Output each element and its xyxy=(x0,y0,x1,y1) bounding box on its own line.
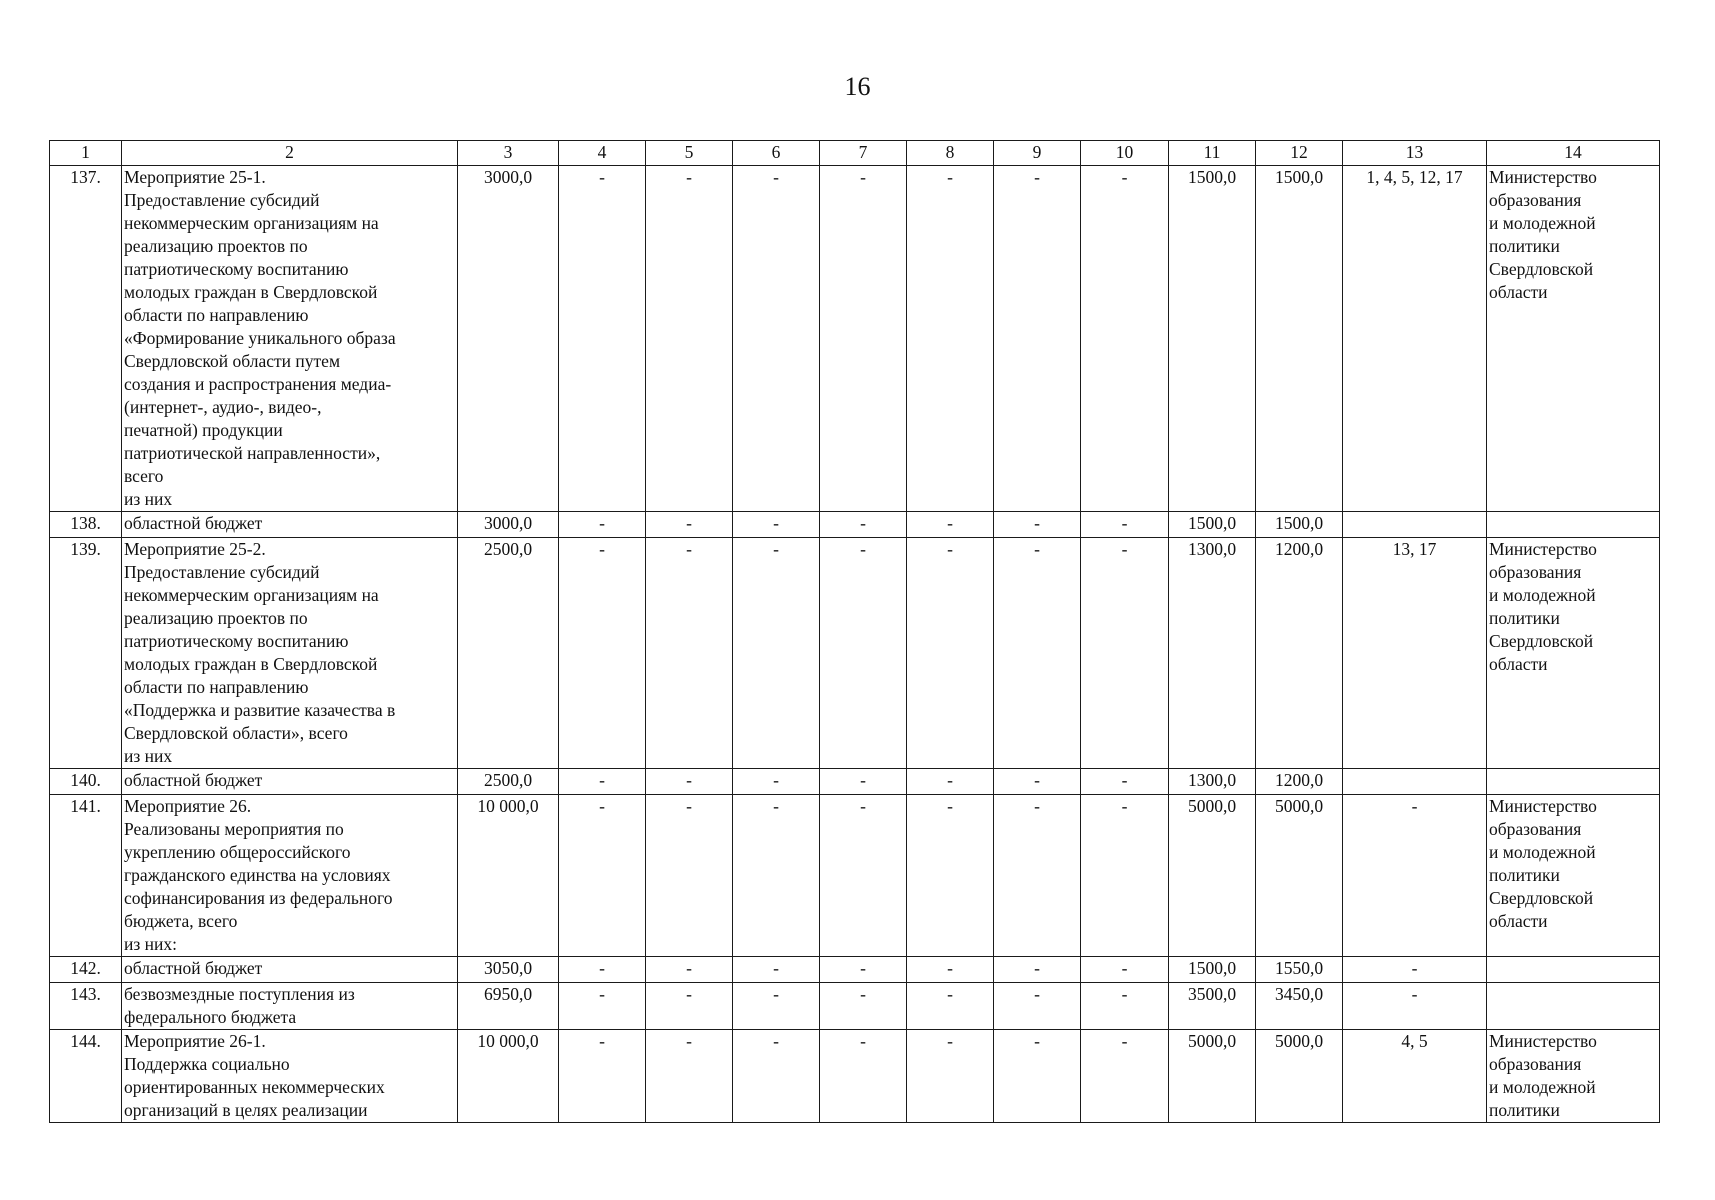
row-responsible-line: Министерство xyxy=(1489,539,1597,559)
row-c7: - xyxy=(820,1030,907,1123)
row-c13 xyxy=(1343,512,1487,538)
row-c8: - xyxy=(907,957,994,983)
row-description-line: ориентированных некоммерческих xyxy=(124,1077,385,1097)
row-responsible-line: Министерство xyxy=(1489,1031,1597,1051)
row-responsible-line: политики xyxy=(1489,865,1560,885)
row-number: 140. xyxy=(50,769,122,795)
row-c11: 3500,0 xyxy=(1169,983,1256,1030)
row-responsible xyxy=(1487,538,1660,769)
row-c4: - xyxy=(559,957,646,983)
row-description xyxy=(122,957,458,983)
row-description-line: «Поддержка и развитие казачества в xyxy=(124,700,396,720)
row-c11: 1500,0 xyxy=(1169,166,1256,512)
header-cell-1: 1 xyxy=(50,141,122,166)
row-description-line: патриотическому воспитанию xyxy=(124,631,349,651)
row-c4: - xyxy=(559,795,646,957)
row-c6: - xyxy=(733,983,820,1030)
table-row xyxy=(50,538,1660,769)
table-row xyxy=(50,769,1660,795)
row-responsible-line: политики xyxy=(1489,236,1560,256)
row-c12: 1200,0 xyxy=(1256,769,1343,795)
row-c4: - xyxy=(559,1030,646,1123)
row-responsible xyxy=(1487,795,1660,957)
row-responsible-line: образования xyxy=(1489,819,1582,839)
row-description-line: молодых граждан в Свердловской xyxy=(124,654,378,674)
row-description-line: некоммерческим организациям на xyxy=(124,585,379,605)
header-cell-3: 3 xyxy=(458,141,559,166)
row-description-line: реализацию проектов по xyxy=(124,236,308,256)
header-cell-9: 9 xyxy=(994,141,1081,166)
row-c8: - xyxy=(907,166,994,512)
row-c4: - xyxy=(559,538,646,769)
row-description-line: молодых граждан в Свердловской xyxy=(124,282,378,302)
header-cell-14: 14 xyxy=(1487,141,1660,166)
row-c10: - xyxy=(1081,983,1169,1030)
row-responsible-line: образования xyxy=(1489,190,1582,210)
row-c7: - xyxy=(820,795,907,957)
row-c12: 1200,0 xyxy=(1256,538,1343,769)
row-c5: - xyxy=(646,983,733,1030)
row-description-line: области по направлению xyxy=(124,677,309,697)
row-responsible-line: образования xyxy=(1489,562,1582,582)
row-c7: - xyxy=(820,957,907,983)
row-description-line: Мероприятие 26-1. xyxy=(124,1031,266,1051)
row-c12: 5000,0 xyxy=(1256,1030,1343,1123)
row-c12: 1550,0 xyxy=(1256,957,1343,983)
header-cell-6: 6 xyxy=(733,141,820,166)
row-c11: 1500,0 xyxy=(1169,512,1256,538)
row-total: 3000,0 xyxy=(458,512,559,538)
row-description-line: из них xyxy=(124,489,173,509)
row-description xyxy=(122,538,458,769)
row-c6: - xyxy=(733,1030,820,1123)
row-description-line: софинансирования из федерального xyxy=(124,888,393,908)
row-c9: - xyxy=(994,512,1081,538)
row-description-line: создания и распространения медиа- xyxy=(124,374,392,394)
row-responsible-line: и молодежной xyxy=(1489,842,1596,862)
header-cell-13: 13 xyxy=(1343,141,1487,166)
row-c8: - xyxy=(907,795,994,957)
row-responsible-line: политики xyxy=(1489,1100,1560,1120)
row-description xyxy=(122,983,458,1030)
row-c13 xyxy=(1343,769,1487,795)
row-c4: - xyxy=(559,769,646,795)
row-description-line: Реализованы мероприятия по xyxy=(124,819,344,839)
row-c9: - xyxy=(994,983,1081,1030)
row-total: 10 000,0 xyxy=(458,795,559,957)
row-responsible xyxy=(1487,512,1660,538)
row-description xyxy=(122,769,458,795)
row-c8: - xyxy=(907,769,994,795)
row-c9: - xyxy=(994,769,1081,795)
row-c5: - xyxy=(646,795,733,957)
row-description-line: Мероприятие 26. xyxy=(124,796,252,816)
table-row xyxy=(50,512,1660,538)
row-number: 138. xyxy=(50,512,122,538)
page-number: 16 xyxy=(844,72,871,101)
row-c9: - xyxy=(994,166,1081,512)
header-cell-4: 4 xyxy=(559,141,646,166)
row-c5: - xyxy=(646,769,733,795)
row-responsible-line: Свердловской xyxy=(1489,631,1594,651)
row-c8: - xyxy=(907,512,994,538)
header-cell-11: 11 xyxy=(1169,141,1256,166)
row-c4: - xyxy=(559,983,646,1030)
row-description-line: Предоставление субсидий xyxy=(124,190,320,210)
row-description-line: из них xyxy=(124,746,173,766)
row-c9: - xyxy=(994,795,1081,957)
row-description-line: Предоставление субсидий xyxy=(124,562,320,582)
row-c6: - xyxy=(733,769,820,795)
row-c7: - xyxy=(820,769,907,795)
row-description-line: реализацию проектов по xyxy=(124,608,308,628)
row-description-line: некоммерческим организациям на xyxy=(124,213,379,233)
row-c5: - xyxy=(646,538,733,769)
row-description-line: области по направлению xyxy=(124,305,309,325)
row-description-line: областной бюджет xyxy=(124,958,263,978)
row-c13: 13, 17 xyxy=(1343,538,1487,769)
row-total: 2500,0 xyxy=(458,769,559,795)
row-description-line: безвозмездные поступления из xyxy=(124,984,355,1004)
header-cell-5: 5 xyxy=(646,141,733,166)
row-description-line: Мероприятие 25-2. xyxy=(124,539,266,559)
row-description-line: организаций в целях реализации xyxy=(124,1100,368,1120)
row-c5: - xyxy=(646,512,733,538)
row-c9: - xyxy=(994,538,1081,769)
row-c6: - xyxy=(733,795,820,957)
row-c6: - xyxy=(733,512,820,538)
row-c4: - xyxy=(559,166,646,512)
row-description xyxy=(122,795,458,957)
row-number: 144. xyxy=(50,1030,122,1123)
row-c8: - xyxy=(907,983,994,1030)
row-total: 6950,0 xyxy=(458,983,559,1030)
row-c5: - xyxy=(646,957,733,983)
row-description-line: патриотической направленности», xyxy=(124,443,381,463)
row-total: 3000,0 xyxy=(458,166,559,512)
row-responsible xyxy=(1487,166,1660,512)
row-total: 2500,0 xyxy=(458,538,559,769)
row-number: 143. xyxy=(50,983,122,1030)
row-responsible-line: и молодежной xyxy=(1489,1077,1596,1097)
table-row xyxy=(50,795,1660,957)
row-responsible-line: Свердловской xyxy=(1489,888,1594,908)
row-c13: 1, 4, 5, 12, 17 xyxy=(1343,166,1487,512)
row-c4: - xyxy=(559,512,646,538)
row-c12: 1500,0 xyxy=(1256,512,1343,538)
row-description-line: патриотическому воспитанию xyxy=(124,259,349,279)
row-responsible-line: области xyxy=(1489,911,1548,931)
header-cell-12: 12 xyxy=(1256,141,1343,166)
table-row xyxy=(50,957,1660,983)
row-c10: - xyxy=(1081,769,1169,795)
row-responsible-line: области xyxy=(1489,282,1548,302)
budget-table xyxy=(49,140,1660,1123)
row-c10: - xyxy=(1081,1030,1169,1123)
row-c13: - xyxy=(1343,795,1487,957)
row-responsible-line: области xyxy=(1489,654,1548,674)
row-responsible xyxy=(1487,1030,1660,1123)
row-c10: - xyxy=(1081,512,1169,538)
row-c10: - xyxy=(1081,795,1169,957)
row-description-line: из них: xyxy=(124,934,177,954)
row-description-line: гражданского единства на условиях xyxy=(124,865,391,885)
row-responsible-line: политики xyxy=(1489,608,1560,628)
table-row xyxy=(50,983,1660,1030)
row-description-line: областной бюджет xyxy=(124,513,263,533)
row-c5: - xyxy=(646,1030,733,1123)
row-description xyxy=(122,512,458,538)
row-c11: 5000,0 xyxy=(1169,795,1256,957)
row-c7: - xyxy=(820,512,907,538)
row-c5: - xyxy=(646,166,733,512)
row-total: 10 000,0 xyxy=(458,1030,559,1123)
row-c10: - xyxy=(1081,538,1169,769)
row-description-line: Свердловской области», всего xyxy=(124,723,348,743)
row-responsible xyxy=(1487,769,1660,795)
table-row xyxy=(50,166,1660,512)
row-total: 3050,0 xyxy=(458,957,559,983)
row-c10: - xyxy=(1081,166,1169,512)
row-description-line: печатной) продукции xyxy=(124,420,283,440)
row-c10: - xyxy=(1081,957,1169,983)
row-c11: 1300,0 xyxy=(1169,769,1256,795)
row-c7: - xyxy=(820,166,907,512)
row-c9: - xyxy=(994,1030,1081,1123)
row-c6: - xyxy=(733,166,820,512)
row-c11: 5000,0 xyxy=(1169,1030,1256,1123)
header-cell-2: 2 xyxy=(122,141,458,166)
row-number: 141. xyxy=(50,795,122,957)
row-c13: 4, 5 xyxy=(1343,1030,1487,1123)
table-row xyxy=(50,1030,1660,1123)
row-description xyxy=(122,166,458,512)
header-row xyxy=(50,141,1660,166)
row-c13: - xyxy=(1343,957,1487,983)
header-cell-10: 10 xyxy=(1081,141,1169,166)
row-number: 142. xyxy=(50,957,122,983)
row-c8: - xyxy=(907,538,994,769)
row-description xyxy=(122,1030,458,1123)
header-cell-7: 7 xyxy=(820,141,907,166)
row-c6: - xyxy=(733,538,820,769)
row-c12: 3450,0 xyxy=(1256,983,1343,1030)
row-c7: - xyxy=(820,983,907,1030)
row-c13: - xyxy=(1343,983,1487,1030)
row-c11: 1500,0 xyxy=(1169,957,1256,983)
row-description-line: областной бюджет xyxy=(124,770,263,790)
row-description-line: бюджета, всего xyxy=(124,911,238,931)
row-c8: - xyxy=(907,1030,994,1123)
row-description-line: (интернет-, аудио-, видео-, xyxy=(124,397,322,417)
row-c12: 5000,0 xyxy=(1256,795,1343,957)
row-description-line: Свердловской области путем xyxy=(124,351,341,371)
row-c11: 1300,0 xyxy=(1169,538,1256,769)
row-description-line: Поддержка социально xyxy=(124,1054,290,1074)
row-responsible-line: и молодежной xyxy=(1489,585,1596,605)
row-c6: - xyxy=(733,957,820,983)
row-c7: - xyxy=(820,538,907,769)
row-responsible-line: образования xyxy=(1489,1054,1582,1074)
row-number: 139. xyxy=(50,538,122,769)
row-responsible-line: и молодежной xyxy=(1489,213,1596,233)
row-c12: 1500,0 xyxy=(1256,166,1343,512)
row-responsible xyxy=(1487,983,1660,1030)
row-description-line: укреплению общероссийского xyxy=(124,842,351,862)
row-description-line: «Формирование уникального образа xyxy=(124,328,396,348)
row-responsible-line: Министерство xyxy=(1489,796,1597,816)
row-description-line: Мероприятие 25-1. xyxy=(124,167,266,187)
row-description-line: всего xyxy=(124,466,164,486)
header-cell-8: 8 xyxy=(907,141,994,166)
row-responsible-line: Свердловской xyxy=(1489,259,1594,279)
row-c9: - xyxy=(994,957,1081,983)
row-responsible xyxy=(1487,957,1660,983)
row-number: 137. xyxy=(50,166,122,512)
row-description-line: федерального бюджета xyxy=(124,1007,297,1027)
row-responsible-line: Министерство xyxy=(1489,167,1597,187)
